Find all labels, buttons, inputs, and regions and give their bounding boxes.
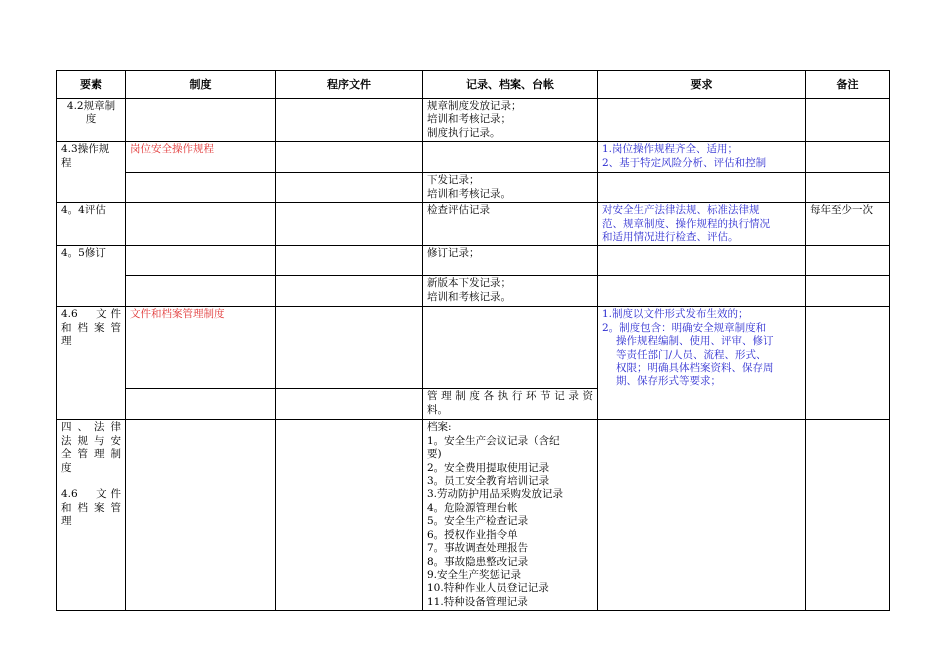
notes-cell (806, 173, 890, 203)
records-cell: 档案: 1。安全生产会议记录（含纪 要) 2。安全费用提取使用记录 3。员工安全教育培训记录 3.劳动防护用品采购发放记录 4。危险源管理台帐 5。安全生产检查记录 6。授权作业指令单 7。事故调查处理报告 8。事故隐患整改记录 9.安全生产奖惩记录 10.特种作业人员登记记录 11.特种设备管理记录 (423, 420, 598, 611)
notes-cell (806, 276, 890, 307)
procedure-cell (276, 307, 423, 389)
col-header-requirements: 要求 (598, 71, 806, 99)
requirements-cell (598, 99, 806, 142)
notes-cell (806, 307, 890, 420)
system-cell: 文件和档案管理制度 (126, 307, 276, 389)
notes-cell: 每年至少一次 (806, 203, 890, 246)
element-cell: 4.3操作规 程 (57, 142, 126, 203)
table-row (57, 203, 890, 246)
system-cell (126, 246, 276, 276)
requirements-cell: 对安全生产法律法规、标准法律规 范、规章制度、操作规程的执行情况 和适用情况进行检查、评估。 (598, 203, 806, 246)
notes-cell (806, 420, 890, 611)
element-cell: 4。5修订 (57, 246, 126, 307)
procedure-cell (276, 276, 423, 307)
procedure-cell (276, 99, 423, 142)
system-cell (126, 420, 276, 611)
table-row (57, 246, 890, 276)
records-cell: 规章制度发放记录； 培训和考核记录； 制度执行记录。 (423, 99, 598, 142)
system-cell (126, 99, 276, 142)
records-cell: 检查评估记录 (423, 203, 598, 246)
procedure-cell (276, 389, 423, 420)
col-header-element: 要素 (57, 71, 126, 99)
records-cell: 管理制度各执行环节记录资 料。 (423, 389, 598, 420)
system-cell (126, 203, 276, 246)
notes-cell (806, 246, 890, 276)
records-cell (423, 307, 598, 389)
table-row (57, 307, 890, 389)
procedure-cell (276, 246, 423, 276)
procedure-cell (276, 142, 423, 173)
table-row (57, 173, 890, 203)
table-row (57, 420, 890, 611)
procedure-cell (276, 420, 423, 611)
table-row (57, 99, 890, 142)
requirements-cell: 1.制度以文件形式发布生效的； 2。制度包含：明确安全规章制度和 操作规程编制、使用、评审、修订 等责任部门/人员、流程、形式、 权限；明确具体档案资料、保存周 期、保存形式等要求； (598, 307, 806, 420)
col-header-records: 记录、档案、台帐 (423, 71, 598, 99)
records-cell (423, 142, 598, 173)
records-cell: 新版本下发记录； 培训和考核记录。 (423, 276, 598, 307)
notes-cell (806, 142, 890, 173)
element-cell: 4.2规章制 度 (57, 99, 126, 142)
procedure-cell (276, 203, 423, 246)
table-row (57, 142, 890, 173)
requirements-cell (598, 246, 806, 276)
records-cell: 下发记录； 培训和考核记录。 (423, 173, 598, 203)
system-cell (126, 173, 276, 203)
col-header-system: 制度 (126, 71, 276, 99)
system-cell (126, 389, 276, 420)
system-cell (126, 276, 276, 307)
element-cell: 4.6 文件 和档案管 理 (57, 307, 126, 420)
col-header-notes: 备注 (806, 71, 890, 99)
requirements-cell (598, 173, 806, 203)
element-cell: 四、法律 法规与安 全管理制 度 4.6 文件 和档案管 理 (57, 420, 126, 611)
table-header-row (57, 71, 890, 99)
table-row (57, 276, 890, 307)
records-cell: 修订记录； (423, 246, 598, 276)
system-cell: 岗位安全操作规程 (126, 142, 276, 173)
requirements-cell (598, 276, 806, 307)
requirements-table (56, 70, 890, 611)
element-cell: 4。4评估 (57, 203, 126, 246)
notes-cell (806, 99, 890, 142)
requirements-cell (598, 420, 806, 611)
requirements-cell: 1.岗位操作规程齐全、适用； 2、基于特定风险分析、评估和控制 (598, 142, 806, 173)
col-header-procedure: 程序文件 (276, 71, 423, 99)
procedure-cell (276, 173, 423, 203)
